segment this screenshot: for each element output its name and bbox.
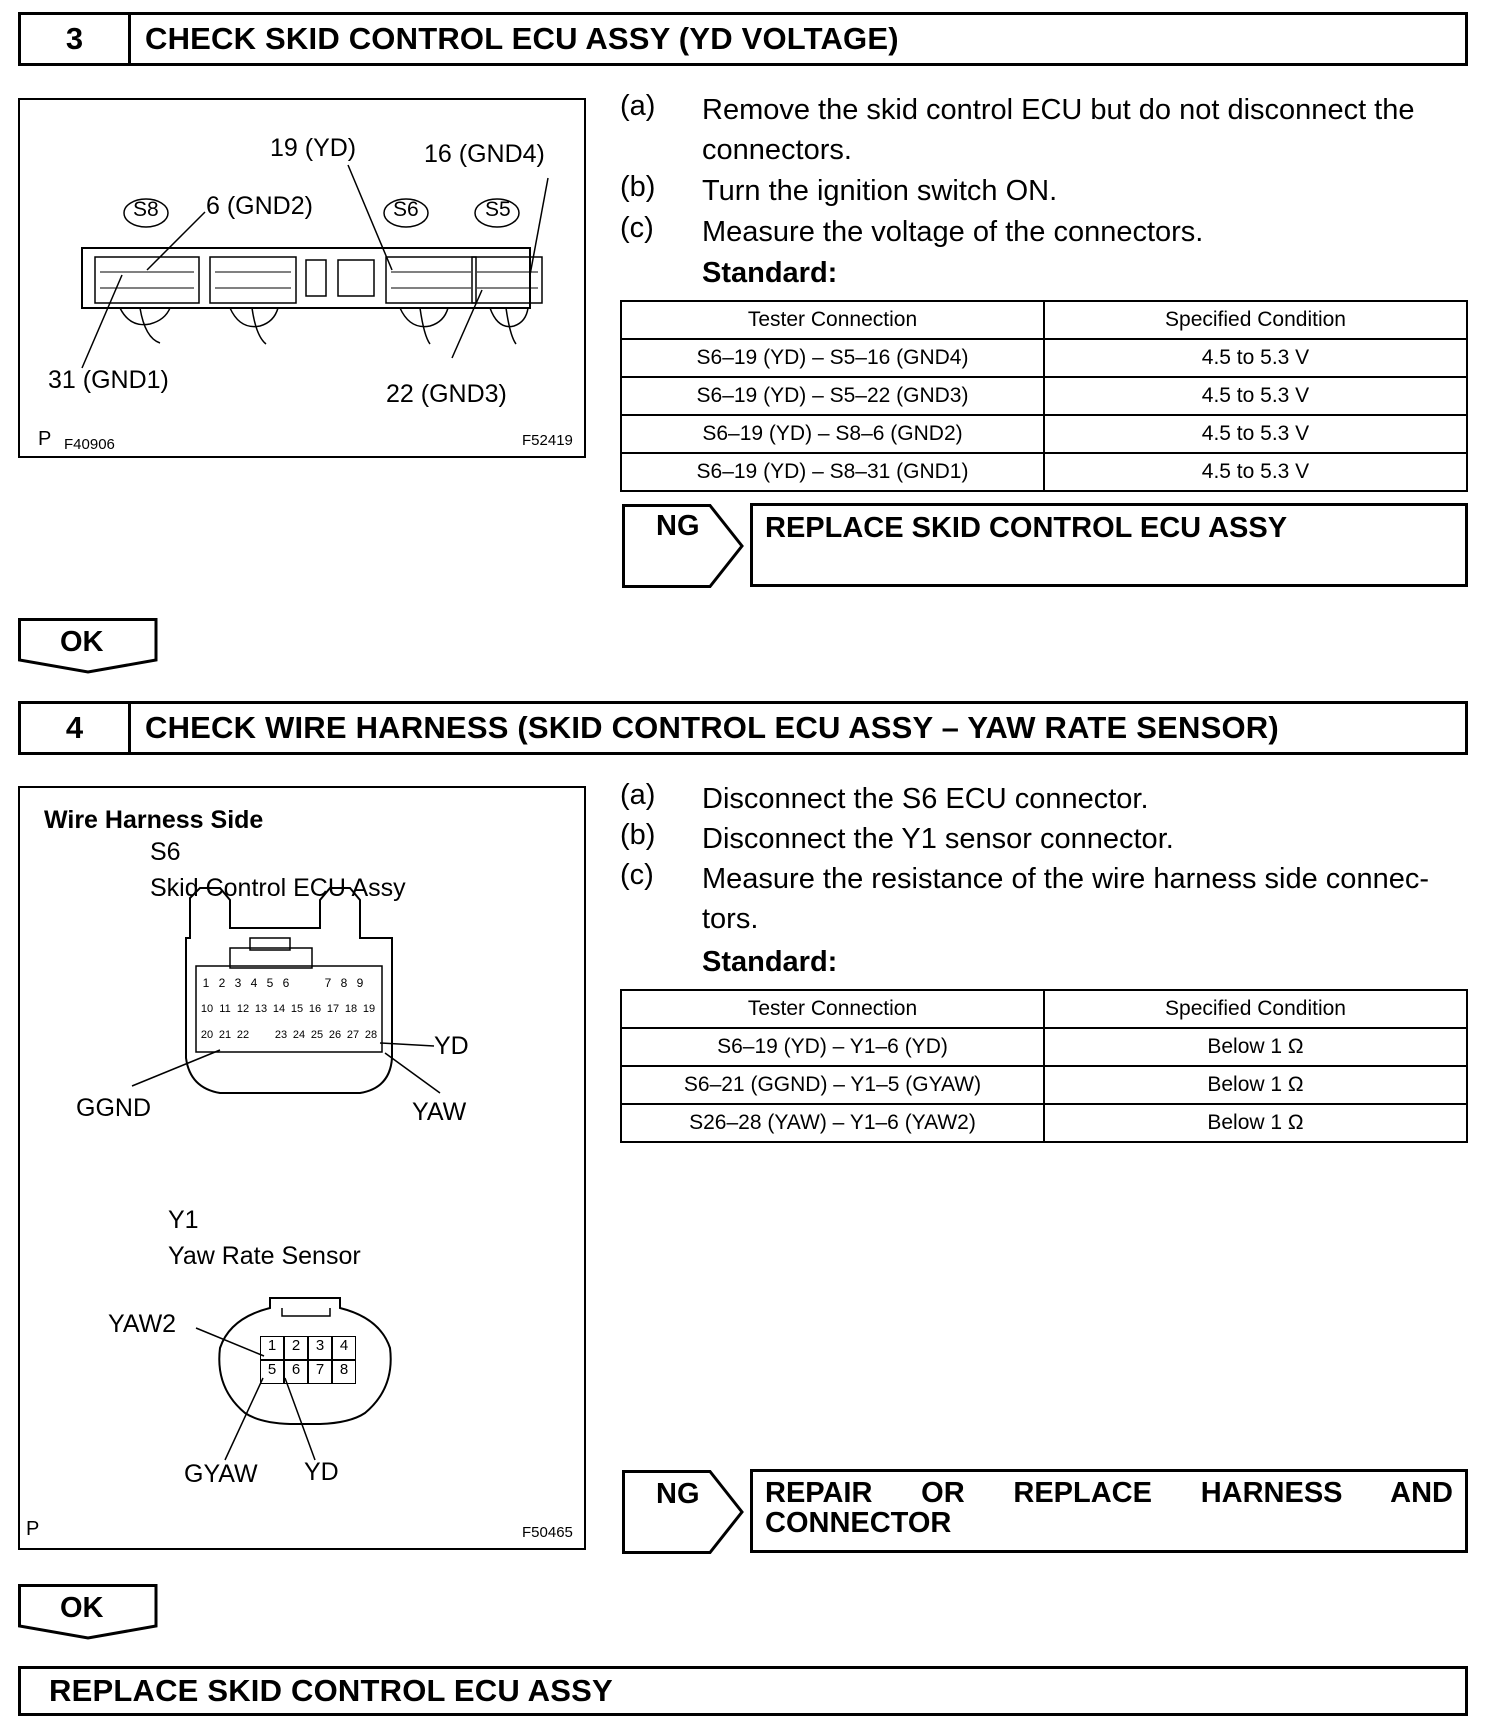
s6-pin-row-3: [198, 1022, 380, 1048]
pin: 22: [236, 1029, 250, 1041]
label-gyaw: GYAW: [184, 1460, 258, 1488]
step4-ok-arrow[interactable]: [18, 1584, 158, 1640]
pin: 5: [260, 1360, 284, 1384]
pin: 3: [234, 976, 242, 990]
table-cell: 4.5 to 5.3 V: [1044, 453, 1467, 491]
figure-corner-p: P: [38, 428, 52, 450]
step-label: (b): [620, 171, 656, 203]
table-cell: Below 1 Ω: [1044, 1104, 1467, 1142]
step3-figure: [18, 98, 586, 458]
step4-standard-label: Standard:: [702, 946, 838, 978]
step3-title: CHECK SKID CONTROL ECU ASSY (YD VOLTAGE): [145, 21, 899, 56]
step3-spec-table: [620, 300, 1468, 492]
wire-harness-heading: Wire Harness Side: [44, 806, 264, 834]
label-31-gnd1: 31 (GND1): [48, 366, 169, 394]
step-label: (c): [620, 212, 654, 244]
pin: 11: [219, 1003, 231, 1015]
step-label: (c): [620, 859, 654, 891]
table-row: [621, 377, 1467, 415]
table-row: [621, 1066, 1467, 1104]
ng-label: NG: [656, 1478, 700, 1510]
table-cell: S6–19 (YD) – S5–22 (GND3): [621, 377, 1044, 415]
step3-ng-result: [750, 503, 1468, 587]
table-header: Tester Connection: [621, 301, 1044, 339]
step-text: Disconnect the S6 ECU connector.: [702, 783, 1149, 815]
step3-standard-label: Standard:: [702, 257, 838, 289]
connector-s8-id: S8: [133, 198, 159, 221]
label-yd-y1: YD: [304, 1458, 339, 1486]
pin: 7: [324, 976, 332, 990]
pin: 18: [344, 1003, 358, 1015]
step4-figure: [18, 786, 586, 1550]
figure-code-right: F50465: [522, 1524, 573, 1541]
pin: 19: [362, 1003, 376, 1015]
label-6-gnd2: 6 (GND2): [206, 192, 313, 220]
final-result-text: REPLACE SKID CONTROL ECU ASSY: [49, 1673, 613, 1708]
pin: 4: [332, 1336, 356, 1360]
label-yd: YD: [434, 1032, 469, 1060]
table-row: [621, 339, 1467, 377]
label-22-gnd3: 22 (GND3): [386, 380, 507, 408]
pin: 12: [236, 1003, 250, 1015]
ok-label: OK: [60, 1592, 104, 1624]
y1-pin-row-2: [260, 1360, 356, 1384]
step4-number: 4: [21, 704, 131, 752]
final-result-box: [18, 1666, 1468, 1716]
pin: 1: [202, 976, 210, 990]
y1-name: Yaw Rate Sensor: [168, 1242, 361, 1270]
table-cell: S6–19 (YD) – S5–16 (GND4): [621, 339, 1044, 377]
pin: 3: [308, 1336, 332, 1360]
label-yaw2: YAW2: [108, 1310, 177, 1338]
s6-pin-grid: [198, 970, 380, 1048]
table-row: [621, 1028, 1467, 1066]
step3-a: [620, 90, 1480, 170]
ng-result-text: REPAIR OR REPLACE HARNESS AND CONNECTOR: [765, 1477, 1453, 1539]
pin: 2: [218, 976, 226, 990]
table-row: [621, 453, 1467, 491]
figure-corner-p: P: [26, 1518, 40, 1540]
table-header-row: [621, 990, 1467, 1028]
step-text: Measure the resistance of the wire harness side connec- tors.: [702, 863, 1429, 935]
pin: 25: [310, 1029, 324, 1041]
step-label: (a): [620, 90, 656, 122]
step3-ok-arrow[interactable]: [18, 618, 158, 674]
pin: 1: [260, 1336, 284, 1360]
step4-ng-arrow[interactable]: [622, 1470, 748, 1554]
table-header: Specified Condition: [1044, 301, 1467, 339]
label-yaw: YAW: [412, 1098, 467, 1126]
step4-spec-table: [620, 989, 1468, 1143]
pin: 15: [290, 1003, 304, 1015]
table-cell: 4.5 to 5.3 V: [1044, 339, 1467, 377]
pin: 17: [326, 1003, 340, 1015]
step3-b: [620, 171, 1480, 211]
figure-code-right: F52419: [522, 432, 573, 449]
step-text: Remove the skid control ECU but do not disconnect the connectors.: [702, 94, 1415, 166]
y1-pin-grid: [260, 1336, 356, 1384]
step3-ng-arrow[interactable]: [622, 504, 748, 588]
pin: 24: [292, 1029, 306, 1041]
pin: 16: [308, 1003, 322, 1015]
step4-title: CHECK WIRE HARNESS (SKID CONTROL ECU ASSY – YAW RATE SENSOR): [145, 710, 1279, 745]
table-row: [621, 415, 1467, 453]
pin: 21: [218, 1029, 232, 1041]
step4-a: [620, 779, 1480, 819]
table-cell: S6–21 (GGND) – Y1–5 (GYAW): [621, 1066, 1044, 1104]
step3-c: [620, 212, 1480, 252]
step4-header: [18, 701, 1468, 755]
pin: 4: [250, 976, 258, 990]
ng-label: NG: [656, 510, 700, 542]
pin: 26: [328, 1029, 342, 1041]
table-cell: S6–19 (YD) – S8–6 (GND2): [621, 415, 1044, 453]
figure-code-left: F40906: [64, 436, 115, 453]
connector-s6-id: S6: [393, 198, 419, 221]
table-row: [621, 1104, 1467, 1142]
pin: 6: [284, 1360, 308, 1384]
ng-result-text: REPLACE SKID CONTROL ECU ASSY: [765, 512, 1288, 544]
y1-pin-row-1: [260, 1336, 356, 1360]
pin: 7: [308, 1360, 332, 1384]
table-header-row: [621, 301, 1467, 339]
label-19-yd: 19 (YD): [270, 134, 357, 162]
table-cell: Below 1 Ω: [1044, 1028, 1467, 1066]
step-text: Turn the ignition switch ON.: [702, 175, 1058, 207]
s6-pin-row-1: [198, 970, 380, 996]
table-header: Specified Condition: [1044, 990, 1467, 1028]
table-header: Tester Connection: [621, 990, 1044, 1028]
pin: 8: [340, 976, 348, 990]
connector-s5-id: S5: [485, 198, 511, 221]
step3-header: [18, 12, 1468, 66]
step-text: Measure the voltage of the connectors.: [702, 216, 1204, 248]
step3-number: 3: [21, 15, 131, 63]
table-cell: 4.5 to 5.3 V: [1044, 377, 1467, 415]
pin: 6: [282, 976, 290, 990]
step-label: (b): [620, 819, 656, 851]
pin: 2: [284, 1336, 308, 1360]
table-cell: 4.5 to 5.3 V: [1044, 415, 1467, 453]
label-16-gnd4: 16 (GND4): [424, 140, 545, 168]
s6-pin-row-2: [198, 996, 380, 1022]
pin: 13: [254, 1003, 268, 1015]
step4-b: [620, 819, 1480, 859]
step-text: Disconnect the Y1 sensor connector.: [702, 823, 1174, 855]
pin: 28: [364, 1029, 378, 1041]
table-cell: S26–28 (YAW) – Y1–6 (YAW2): [621, 1104, 1044, 1142]
step4-ng-result: [750, 1469, 1468, 1553]
table-cell: S6–19 (YD) – S8–31 (GND1): [621, 453, 1044, 491]
step4-c: [620, 859, 1480, 939]
step-label: (a): [620, 779, 656, 811]
pin: 8: [332, 1360, 356, 1384]
pin: 5: [266, 976, 274, 990]
pin: 9: [356, 976, 364, 990]
label-ggnd: GGND: [76, 1094, 151, 1122]
ok-label: OK: [60, 626, 104, 658]
s6-name: Skid Control ECU Assy: [150, 874, 406, 902]
table-cell: S6–19 (YD) – Y1–6 (YD): [621, 1028, 1044, 1066]
pin: 14: [272, 1003, 286, 1015]
pin: 27: [346, 1029, 360, 1041]
pin: 20: [200, 1029, 214, 1041]
y1-code: Y1: [168, 1206, 199, 1234]
table-cell: Below 1 Ω: [1044, 1066, 1467, 1104]
pin: 23: [274, 1029, 288, 1041]
pin: 10: [200, 1003, 214, 1015]
s6-code: S6: [150, 838, 181, 866]
